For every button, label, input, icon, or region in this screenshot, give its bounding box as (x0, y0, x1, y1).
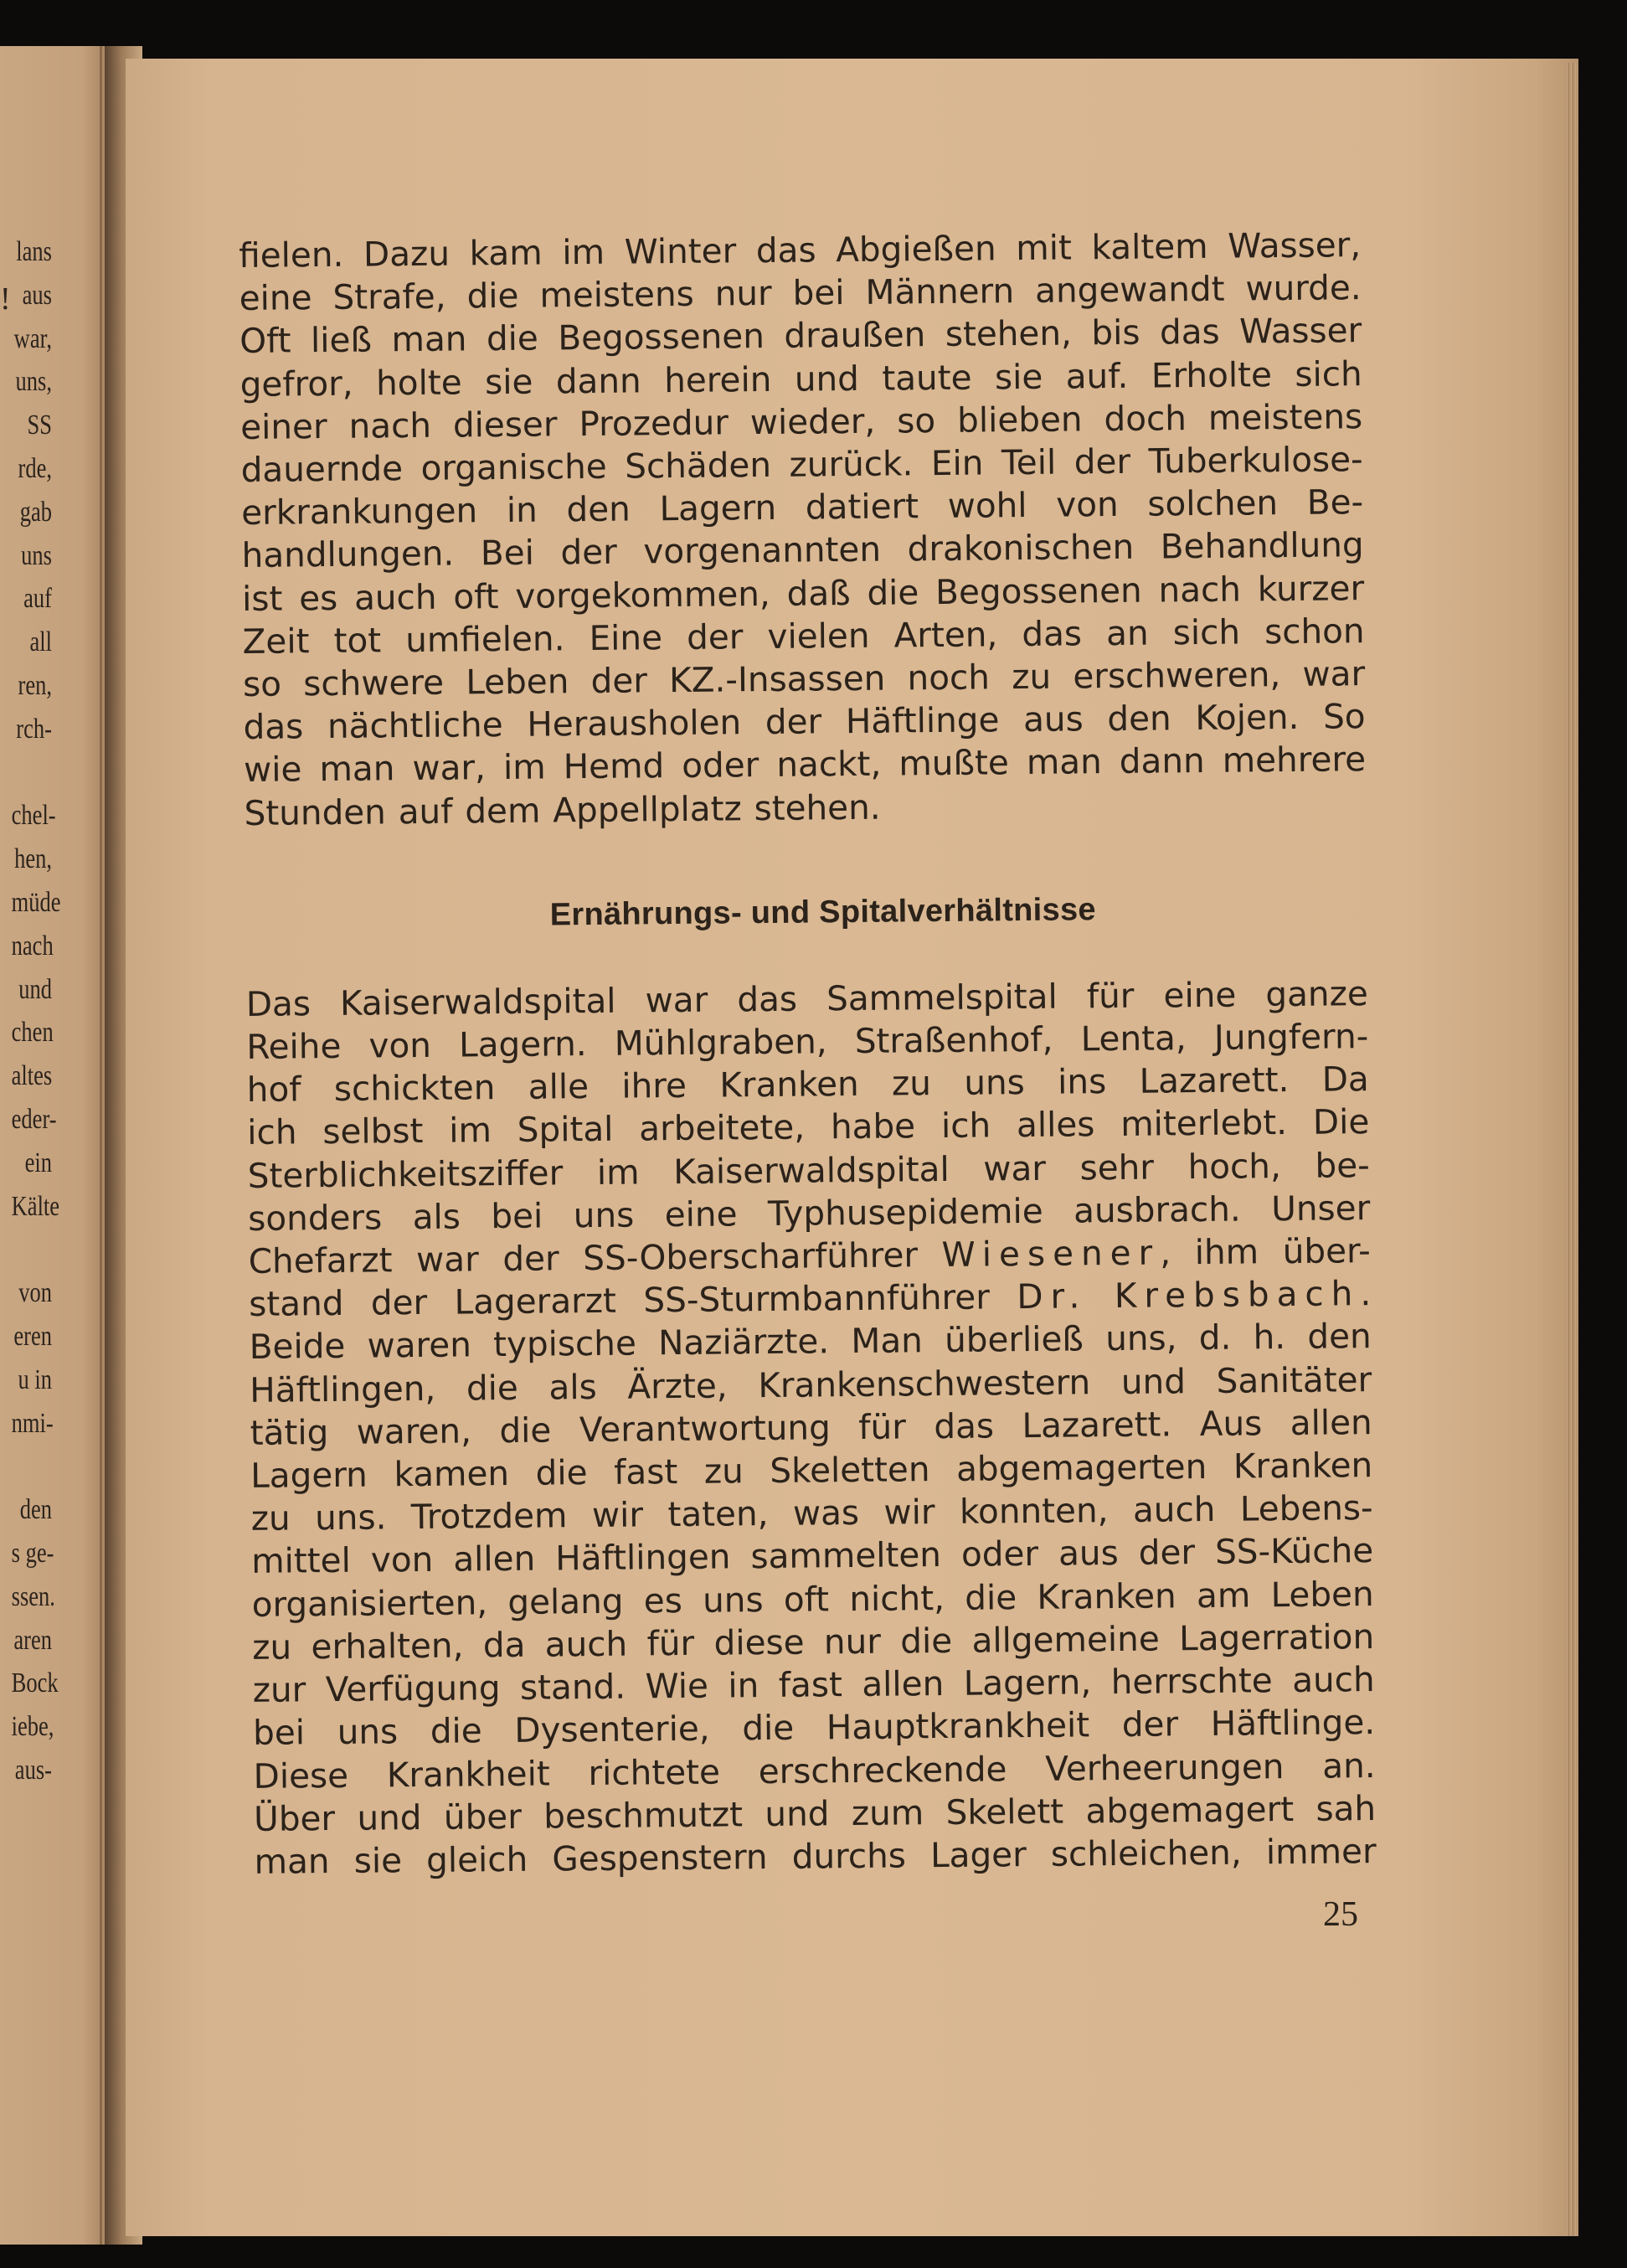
text-line: einer nach dieser Prozedur wieder, so blieben doch meistens (239, 395, 1363, 447)
text-line: Über und über beschmutzt und zum Skelett abgemagert sah (253, 1787, 1377, 1839)
left-page-fragment: gab (19, 496, 52, 528)
text-line: tätig waren, die Verantwortung für das Lazarett. Aus allen (250, 1401, 1372, 1453)
left-page-fragments (0, 230, 61, 1792)
left-page-fragment: ein (24, 1147, 52, 1178)
left-page-fragment: SS (27, 410, 52, 441)
left-page-fragment: Kälte (11, 1190, 60, 1222)
left-page-fragment: nmi- (11, 1407, 54, 1439)
text-line: hof schickten alle ihre Kranken zu uns ins Lazarett. Da (246, 1059, 1369, 1111)
page-number: 25 (1323, 1895, 1358, 1934)
left-page-fragment: uns, (15, 366, 52, 398)
left-page-fragment: nach (11, 930, 54, 961)
left-page-fragment: auf (23, 583, 52, 615)
left-page-fragment: chel- (11, 800, 56, 832)
text-line: wie man war, im Hemd oder nackt, mußte man dann mehrere (243, 739, 1367, 791)
page-content (239, 224, 1377, 1884)
text-line: Oft ließ man die Begossenen draußen stehen, bis das Wasser (239, 310, 1362, 362)
text-line: handlungen. Bei der vorgenannten drakonischen Behandlung (241, 524, 1364, 576)
left-page-exclamation: ! (0, 281, 11, 317)
text-line: erkrankungen in den Lagern datiert wohl von solchen Be- (240, 482, 1364, 533)
text-line: so schwere Leben der KZ.-Insassen noch zu erschweren, war (242, 653, 1366, 705)
text-line: Diese Krankheit richtete erschreckende Verheerungen an. (253, 1745, 1376, 1796)
paragraph-punishments (239, 224, 1367, 835)
text-line: organisierten, gelang es uns oft nicht, die Kranken am Leben (251, 1573, 1374, 1625)
text-line: zu uns. Trotzdem wir taten, was wir konnten, auch Lebens- (250, 1487, 1373, 1539)
left-page-fragment: Bock (11, 1667, 59, 1699)
text-line: Beide waren typische Naziärzte. Man überließ uns, d. h. den (249, 1316, 1372, 1368)
section-heading: Ernährungs- und Spitalverhältnisse (549, 892, 1097, 933)
name-krebsbach: Krebsbach (1114, 1273, 1361, 1317)
text-line: bei uns die Dysenterie, die Hauptkrankheit der Häftlinge. (252, 1702, 1376, 1754)
left-page-fragment: s ge- (11, 1537, 54, 1569)
left-page-fragment: von (18, 1277, 53, 1309)
left-page-fragment: müde (11, 886, 61, 918)
left-page-fragment: den (19, 1494, 52, 1526)
left-page-fragment: rde, (18, 452, 53, 484)
text-line: Stunden auf dem Appellplatz stehen. (244, 786, 881, 833)
text-line: mittel von allen Häftlingen sammelten oder aus der SS-Küche (250, 1530, 1374, 1582)
text-line: Sterblichkeitsziffer im Kaiserwaldspital war sehr hoch, be- (247, 1144, 1370, 1196)
text-line: gefror, holte sie dann herein und taute sie auf. Erholte sich (239, 353, 1362, 405)
left-page-fragment: aus (22, 279, 52, 311)
page-edge-line (100, 46, 102, 2245)
text-line: ist es auch oft vorgekommen, daß die Begossenen nach kurzer (241, 567, 1365, 619)
text-line: ich selbst im Spital arbeitete, habe ich alles miterlebt. Die (247, 1101, 1370, 1153)
title-dr: Dr. (1017, 1276, 1088, 1317)
left-facing-page (0, 46, 117, 2245)
text-line: man sie gleich Gespenstern durchs Lager schleichen, immer (254, 1830, 1377, 1882)
text-line: Lagern kamen die fast zu Skeletten abgemagerten Kranken (250, 1445, 1373, 1497)
left-page-fragment: aus- (14, 1754, 52, 1786)
left-page-fragment: und (18, 973, 53, 1005)
left-page-fragment (12, 751, 52, 795)
left-page-fragment: aren (13, 1624, 52, 1656)
text-line: zur Verfügung stand. Wie in fast allen Lagern, herrschte auch (252, 1659, 1375, 1711)
left-page-fragment: rch- (16, 713, 52, 745)
left-page-fragment: ren, (18, 669, 53, 701)
left-page-fragment: all (29, 626, 52, 658)
text-line: eine Strafe, die meistens nur bei Männern angewandt wurde. (239, 267, 1362, 319)
left-page-fragment: uns (21, 539, 53, 571)
text-line: fielen. Dazu kam im Winter das Abgießen mit kaltem Wasser, (239, 224, 1362, 276)
text-line: zu erhalten, da auch für diese nur die allgemeine Lagerration (251, 1616, 1375, 1667)
text-line: das nächtliche Herausholen der Häftlinge aus den Kojen. So (243, 696, 1366, 748)
paragraph-hospital (246, 972, 1377, 1884)
left-page-fragment: war, (13, 322, 52, 354)
text-line: Das Kaiserwaldspital war das Sammelspital für eine ganze (245, 972, 1368, 1024)
left-page-fragment (12, 1445, 52, 1488)
text-line: sonders als bei uns eine Typhusepidemie ausbrach. Unser (248, 1187, 1371, 1239)
left-page-fragment: u in (18, 1363, 52, 1395)
left-page-fragment: chen (11, 1017, 54, 1049)
left-page-fragment (12, 1228, 52, 1271)
left-page-fragment: lans (16, 236, 52, 267)
text-line: Reihe von Lagern. Mühlgraben, Straßenhof, Lenta, Jungfern- (246, 1016, 1369, 1068)
left-page-fragment: altes (11, 1060, 53, 1092)
left-page-fragment: hen, (14, 843, 52, 875)
name-wiesener: Wiesener (941, 1232, 1161, 1276)
text-run: Chefarzt war der SS-Oberscharführer (248, 1235, 942, 1282)
text-run: . (1360, 1273, 1372, 1314)
left-page-fragment: iebe, (11, 1711, 54, 1743)
text-line: Zeit tot umfielen. Eine der vielen Arten, das an sich schon (242, 610, 1365, 662)
page-stack-edges (1566, 63, 1576, 2236)
text-line: dauernde organische Schäden zurück. Ein Teil der Tuberkulose- (240, 439, 1363, 491)
text-line: Häftlingen, die als Ärzte, Krankenschwestern und Sanitäter (250, 1358, 1372, 1410)
left-page-fragment: eren (13, 1320, 52, 1352)
left-page-fragment: ssen. (11, 1580, 55, 1612)
left-page-fragment: eder- (11, 1103, 57, 1135)
text-run: , ihm über- (1159, 1230, 1371, 1273)
text-run: stand der Lagerarzt SS-Sturmbannführer (249, 1276, 1017, 1325)
